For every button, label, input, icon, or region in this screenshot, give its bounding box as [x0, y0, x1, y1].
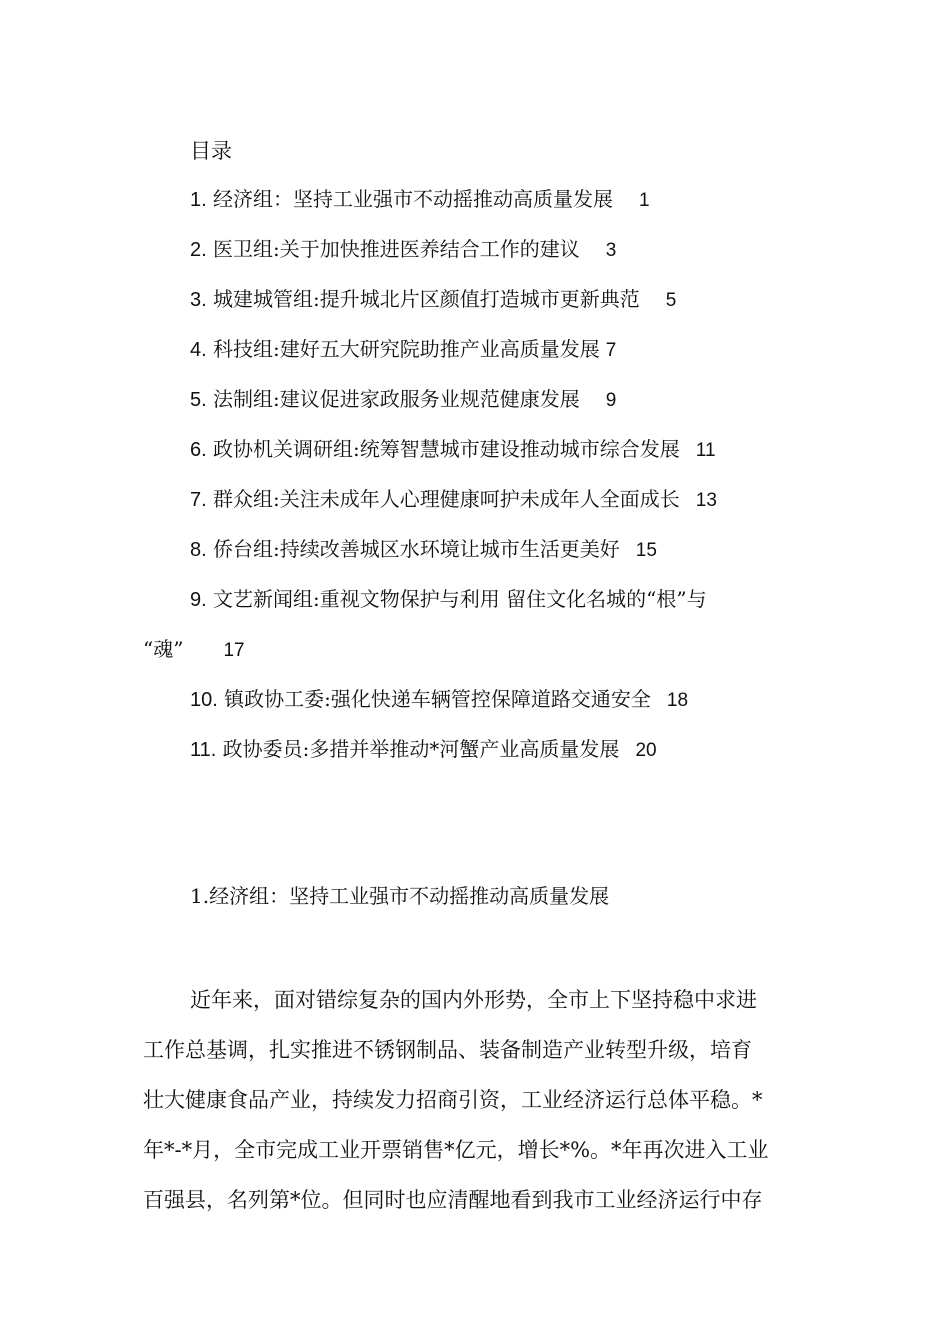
toc-item-title-continuation: “魂” — [143, 637, 184, 661]
toc-item-page: 20 — [635, 740, 657, 761]
toc-item-title: 经济组：坚持工业强市不动摇推动高质量发展 — [206, 187, 614, 211]
toc-item-page: 13 — [695, 490, 717, 511]
toc-item-number: 8. — [190, 539, 207, 561]
body-text-line: 壮大健康食品产业，持续发力招商引资，工业经济运行总体平稳。* — [143, 1088, 763, 1112]
toc-item-page: 18 — [666, 690, 689, 711]
toc-item-number: 6. — [190, 439, 207, 461]
toc-item-title: 法制组:建议促进家政服务业规范健康发展 — [206, 387, 580, 411]
toc-item-page: 15 — [635, 540, 657, 561]
body-text-line: 工作总基调，扎实推进不锈钢制品、装备制造产业转型升级，培育 — [143, 1038, 752, 1062]
toc-item-page: 7 — [605, 340, 617, 361]
toc-item-9-continuation[interactable] — [143, 634, 245, 666]
toc-item-10[interactable] — [190, 684, 688, 716]
toc-item-6[interactable] — [190, 434, 716, 466]
toc-item-number: 5. — [190, 389, 207, 411]
toc-item-3[interactable] — [190, 284, 676, 316]
toc-item-page: 11 — [695, 440, 716, 461]
toc-item-5[interactable] — [190, 384, 616, 416]
toc-item-number: 7. — [190, 489, 207, 511]
toc-item-title: 城建城管组:提升城北片区颜值打造城市更新典范 — [206, 287, 640, 311]
toc-item-4[interactable] — [190, 334, 616, 366]
toc-item-title: 医卫组:关于加快推进医养结合工作的建议 — [206, 237, 580, 261]
body-text-line: 百强县，名列第*位。但同时也应清醒地看到我市工业经济运行中存 — [143, 1188, 763, 1212]
toc-item-page: 3 — [605, 240, 617, 261]
toc-heading: 目录 — [190, 139, 232, 163]
toc-item-number: 2. — [190, 239, 207, 261]
toc-item-number: 9. — [190, 589, 207, 611]
toc-item-title: 侨台组:持续改善城区水环境让城市生活更美好 — [206, 537, 620, 561]
toc-item-11[interactable] — [190, 734, 657, 766]
toc-item-number: 4. — [190, 339, 207, 361]
toc-item-number: 1. — [190, 189, 207, 211]
toc-item-number: 11. — [190, 739, 217, 761]
toc-item-8[interactable] — [190, 534, 657, 566]
toc-item-page: 5 — [665, 290, 677, 311]
toc-item-number: 10. — [190, 689, 218, 711]
toc-item-title: 镇政协工委:强化快递车辆管控保障道路交通安全 — [217, 687, 651, 711]
toc-item-7[interactable] — [190, 484, 717, 516]
toc-item-page: 1 — [639, 190, 650, 211]
toc-item-title: 政协委员:多措并举推动*河蟹产业高质量发展 — [216, 737, 620, 761]
toc-item-page: 9 — [605, 390, 617, 411]
toc-item-page: 17 — [223, 640, 245, 661]
body-text-line: 近年来，面对错综复杂的国内外形势，全市上下坚持稳中求进 — [190, 988, 757, 1012]
toc-item-9[interactable] — [190, 584, 707, 615]
toc-item-title: 科技组:建好五大研究院助推产业高质量发展 — [206, 337, 600, 361]
toc-item-1[interactable] — [190, 184, 650, 216]
body-text-line: 年*-*月，全市完成工业开票销售*亿元，增长*%。*年再次进入工业 — [143, 1138, 769, 1162]
toc-item-title: 文艺新闻组:重视文物保护与利用 留住文化名城的“根”与 — [206, 587, 707, 611]
toc-item-title: 群众组:关注未成年人心理健康呵护未成年人全面成长 — [206, 487, 680, 511]
toc-item-number: 3. — [190, 289, 207, 311]
section-title: 1.经济组：坚持工业强市不动摇推动高质量发展 — [190, 884, 610, 908]
toc-item-title: 政协机关调研组:统筹智慧城市建设推动城市综合发展 — [206, 437, 680, 461]
toc-item-2[interactable] — [190, 234, 616, 266]
